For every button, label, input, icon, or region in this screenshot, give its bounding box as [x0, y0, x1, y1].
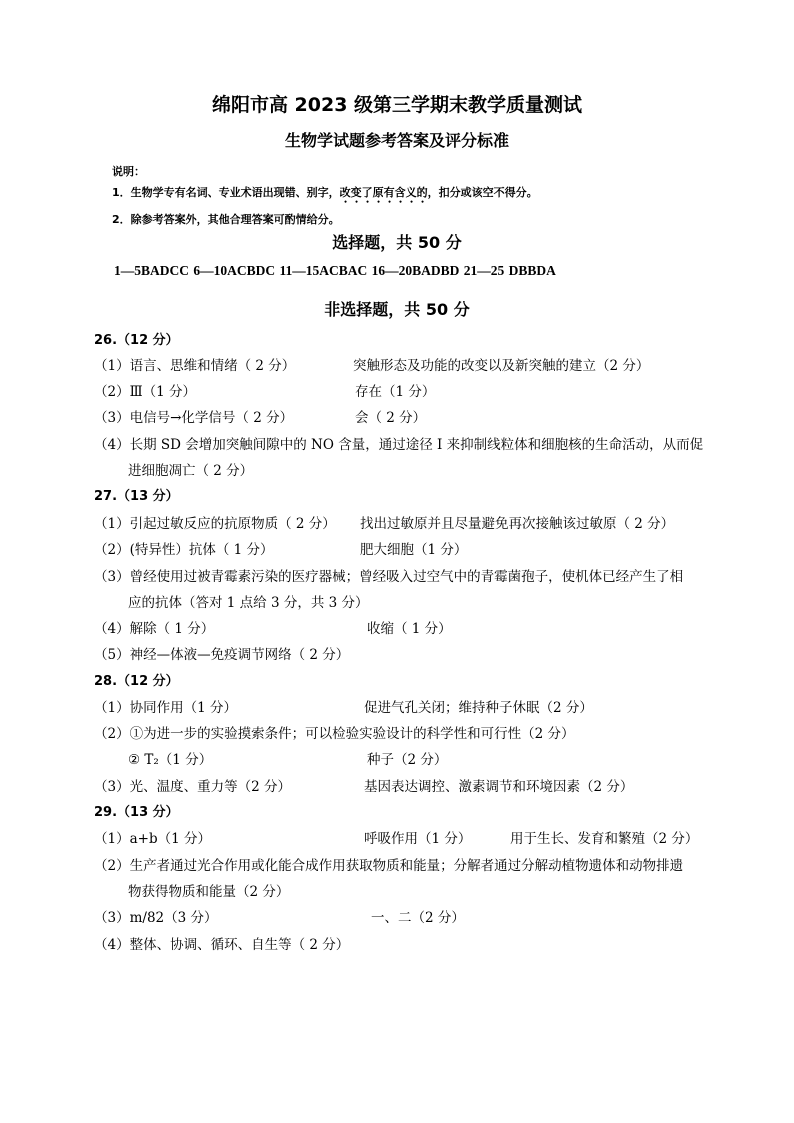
q29-line3-b: 一、二（2 分） [371, 910, 465, 926]
q29-line2-cont: 物获得物质和能量（2 分） [128, 884, 290, 900]
q28-line3-b: 基因表达调控、激素调节和环境因素（2 分） [364, 779, 634, 795]
note-item-1-prefix: 1．生物学专有名词、专业术语出现错、别字， [112, 186, 340, 199]
q26-line3-a: （3）电信号→化学信号（ 2 分） [94, 410, 294, 426]
q28-line2: （2）①为进一步的实验摸索条件；可以检验实验设计的科学性和可行性（2 分） [94, 726, 575, 742]
note-item-2: 2．除参考答案外，其他合理答案可酌情给分。 [112, 213, 340, 226]
q26-line4: （4）长期 SD 会增加突触间隙中的 NO 含量，通过途径 I 来抑制线粒体和细胞核的生命活动，从而促 [94, 437, 704, 453]
q27-line1-b: 找出过敏原并且尽量避免再次接触该过敏原（ 2 分） [360, 516, 675, 532]
q26-title: 26.（12 分） [94, 333, 179, 348]
q26-line3-b: 会（ 2 分） [355, 410, 427, 426]
q29-line1-a: （1）a+b（1 分） [94, 831, 211, 847]
q26-line1-a: （1）语言、思维和情绪（ 2 分） [94, 358, 296, 374]
q28-line2b-a: ② T₂（1 分） [128, 752, 213, 768]
q27-line4-b: 收缩（ 1 分） [367, 621, 452, 637]
q29-title: 29.（13 分） [94, 805, 179, 820]
nonmcq-heading: 非选择题，共 50 分 [324, 300, 470, 319]
q27-line2-b: 肥大细胞（1 分） [360, 542, 468, 558]
page-subtitle: 生物学试题参考答案及评分标准 [284, 131, 509, 150]
q27-line3: （3）曾经使用过被青霉素污染的医疗器械；曾经吸入过空气中的青霉菌孢子，使机体已经产生了相 [94, 569, 684, 585]
q29-line4: （4）整体、协调、循环、自生等（ 2 分） [94, 937, 350, 953]
q26-line2-a: （2）Ⅲ（1 分） [94, 384, 196, 400]
q28-line1-b: 促进气孔关闭；维持种子休眠（2 分） [364, 700, 593, 716]
mcq-heading: 选择题，共 50 分 [332, 233, 462, 252]
mcq-answers: 1—5BADCC 6—10ACBDC 11—15ACBAC 16—20BADBD 21—25 DBBDA [114, 263, 556, 278]
note-item-1 [112, 184, 538, 206]
q29-line1-b: 呼吸作用（1 分） [364, 831, 472, 847]
q29-line3-a: （3）m/82（3 分） [94, 910, 218, 926]
q27-line1-a: （1）引起过敏反应的抗原物质（ 2 分） [94, 516, 336, 532]
q29-line1-c: 用于生长、发育和繁殖（2 分） [510, 831, 699, 847]
q27-line3-cont: 应的抗体（答对 1 点给 3 分，共 3 分） [128, 595, 369, 611]
q27-title: 27.（13 分） [94, 489, 179, 504]
q27-line4-a: （4）解除（ 1 分） [94, 621, 215, 637]
q28-line2b-b: 种子（2 分） [367, 752, 448, 768]
q28-title: 28.（12 分） [94, 674, 179, 689]
q27-line5: （5）神经—体液—免疫调节网络（ 2 分） [94, 647, 350, 663]
q28-line1-a: （1）协同作用（1 分） [94, 700, 237, 716]
notes-label: 说明： [112, 165, 145, 178]
q26-line2-b: 存在（1 分） [355, 384, 436, 400]
page-title: 绵阳市高 2023 级第三学期末教学质量测试 [211, 94, 583, 116]
note-item-1-suffix: ，扣分或该空不得分。 [427, 186, 538, 199]
q28-line3-a: （3）光、温度、重力等（2 分） [94, 779, 291, 795]
note-item-1-emphasis: 改变了原有含义的 [339, 186, 428, 199]
q27-line2-a: （2）(特异性）抗体（ 1 分） [94, 542, 274, 558]
q26-line4-cont: 进细胞凋亡（ 2 分） [128, 463, 254, 479]
q26-line1-b: 突触形态及功能的改变以及新突触的建立（2 分） [353, 358, 650, 374]
q29-line2: （2）生产者通过光合作用或化能合成作用获取物质和能量；分解者通过分解动植物遗体和动物排遗 [94, 858, 684, 874]
